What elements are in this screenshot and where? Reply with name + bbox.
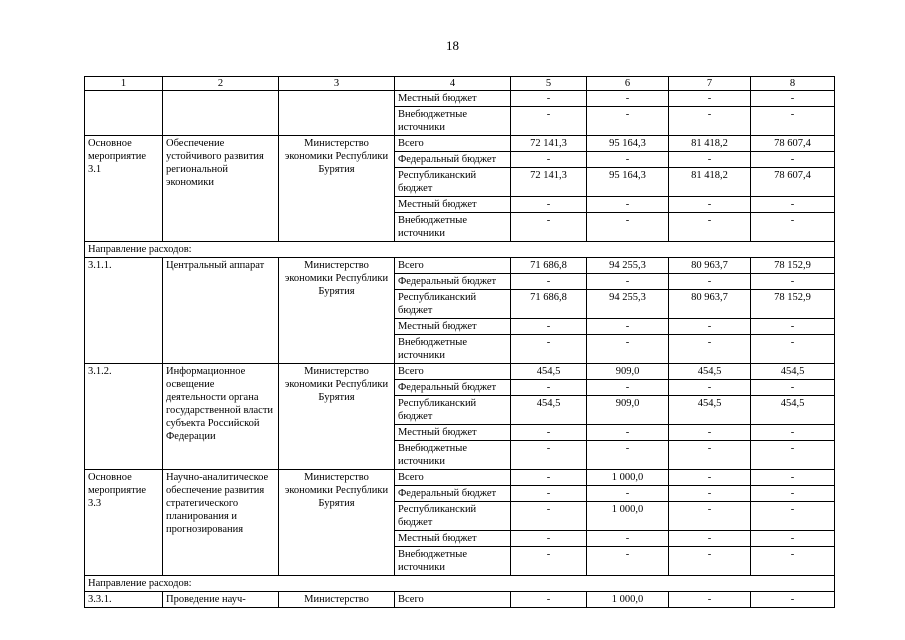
funding-source: Внебюджетные источники: [395, 213, 511, 242]
amount-cell: 78 607,4: [751, 136, 835, 152]
amount-cell: -: [669, 380, 751, 396]
amount-cell: 94 255,3: [587, 290, 669, 319]
amount-cell: -: [669, 425, 751, 441]
measure-title: Центральный аппарат: [163, 258, 279, 364]
amount-cell: 1 000,0: [587, 470, 669, 486]
funding-source: Местный бюджет: [395, 531, 511, 547]
amount-cell: 909,0: [587, 364, 669, 380]
amount-cell: 78 152,9: [751, 290, 835, 319]
responsible-executor: [279, 91, 395, 136]
amount-cell: 454,5: [751, 364, 835, 380]
table-row: [85, 136, 835, 152]
amount-cell: 1 000,0: [587, 592, 669, 608]
table-row: [85, 470, 835, 486]
amount-cell: -: [751, 319, 835, 335]
amount-cell: 95 164,3: [587, 136, 669, 152]
measure-title: Проведение науч-: [163, 592, 279, 608]
amount-cell: -: [751, 592, 835, 608]
table-row: [85, 592, 835, 608]
amount-cell: -: [587, 213, 669, 242]
header-cell: 7: [669, 77, 751, 91]
amount-cell: 72 141,3: [511, 168, 587, 197]
amount-cell: -: [587, 425, 669, 441]
budget-table: [84, 76, 835, 608]
funding-source: Республиканский бюджет: [395, 396, 511, 425]
funding-source: Федеральный бюджет: [395, 152, 511, 168]
header-row: [85, 77, 835, 91]
header-cell: 4: [395, 77, 511, 91]
measure-code: Основное мероприятие 3.3: [85, 470, 163, 576]
amount-cell: 78 152,9: [751, 258, 835, 274]
header-cell: 8: [751, 77, 835, 91]
amount-cell: -: [587, 319, 669, 335]
amount-cell: 72 141,3: [511, 136, 587, 152]
funding-source: Республиканский бюджет: [395, 290, 511, 319]
amount-cell: -: [511, 547, 587, 576]
amount-cell: -: [511, 319, 587, 335]
amount-cell: -: [751, 274, 835, 290]
amount-cell: 78 607,4: [751, 168, 835, 197]
amount-cell: -: [511, 502, 587, 531]
funding-source: Внебюджетные источники: [395, 547, 511, 576]
amount-cell: -: [587, 91, 669, 107]
amount-cell: -: [751, 152, 835, 168]
amount-cell: -: [751, 531, 835, 547]
measure-code: 3.1.1.: [85, 258, 163, 364]
measure-code: 3.1.2.: [85, 364, 163, 470]
amount-cell: 94 255,3: [587, 258, 669, 274]
amount-cell: -: [751, 425, 835, 441]
funding-source: Местный бюджет: [395, 319, 511, 335]
responsible-executor: Министерство экономики Республики Бурятия: [279, 470, 395, 576]
amount-cell: -: [587, 380, 669, 396]
amount-cell: 71 686,8: [511, 290, 587, 319]
amount-cell: 80 963,7: [669, 290, 751, 319]
direction-row: [85, 576, 835, 592]
amount-cell: 454,5: [751, 396, 835, 425]
amount-cell: -: [511, 152, 587, 168]
responsible-executor: Министерство экономики Республики Бурятия: [279, 136, 395, 242]
funding-source: Местный бюджет: [395, 91, 511, 107]
funding-source: Федеральный бюджет: [395, 380, 511, 396]
funding-source: Всего: [395, 136, 511, 152]
amount-cell: -: [511, 107, 587, 136]
page-number: 18: [446, 38, 459, 53]
measure-code: 3.3.1.: [85, 592, 163, 608]
amount-cell: -: [669, 592, 751, 608]
responsible-executor: Министерство: [279, 592, 395, 608]
amount-cell: -: [587, 486, 669, 502]
funding-source: Всего: [395, 592, 511, 608]
direction-label: Направление расходов:: [85, 242, 835, 258]
amount-cell: -: [587, 441, 669, 470]
amount-cell: -: [587, 274, 669, 290]
header-cell: 2: [163, 77, 279, 91]
amount-cell: 454,5: [669, 396, 751, 425]
header-cell: 6: [587, 77, 669, 91]
funding-source: Внебюджетные источники: [395, 107, 511, 136]
amount-cell: -: [669, 91, 751, 107]
amount-cell: 909,0: [587, 396, 669, 425]
amount-cell: 71 686,8: [511, 258, 587, 274]
funding-source: Внебюджетные источники: [395, 441, 511, 470]
amount-cell: 81 418,2: [669, 168, 751, 197]
amount-cell: 95 164,3: [587, 168, 669, 197]
funding-source: Местный бюджет: [395, 425, 511, 441]
funding-source: Республиканский бюджет: [395, 502, 511, 531]
amount-cell: -: [751, 547, 835, 576]
amount-cell: -: [669, 547, 751, 576]
amount-cell: -: [511, 425, 587, 441]
header-cell: 5: [511, 77, 587, 91]
funding-source: Федеральный бюджет: [395, 274, 511, 290]
amount-cell: -: [751, 91, 835, 107]
amount-cell: -: [669, 274, 751, 290]
amount-cell: -: [511, 470, 587, 486]
table-row: [85, 364, 835, 380]
amount-cell: -: [751, 197, 835, 213]
amount-cell: -: [751, 486, 835, 502]
header-cell: 1: [85, 77, 163, 91]
amount-cell: -: [511, 380, 587, 396]
amount-cell: -: [587, 547, 669, 576]
amount-cell: -: [669, 531, 751, 547]
funding-source: Всего: [395, 364, 511, 380]
amount-cell: -: [669, 197, 751, 213]
amount-cell: -: [669, 502, 751, 531]
amount-cell: -: [751, 213, 835, 242]
table-row: [85, 258, 835, 274]
table-row: [85, 91, 835, 107]
funding-source: Всего: [395, 470, 511, 486]
header-cell: 3: [279, 77, 395, 91]
amount-cell: -: [587, 197, 669, 213]
responsible-executor: Министерство экономики Республики Бурятия: [279, 258, 395, 364]
amount-cell: -: [751, 107, 835, 136]
amount-cell: 454,5: [511, 396, 587, 425]
funding-source: Федеральный бюджет: [395, 486, 511, 502]
measure-code: Основное мероприятие 3.1: [85, 136, 163, 242]
measure-code: [85, 91, 163, 136]
amount-cell: -: [751, 502, 835, 531]
amount-cell: -: [669, 441, 751, 470]
amount-cell: -: [511, 197, 587, 213]
funding-source: Всего: [395, 258, 511, 274]
amount-cell: -: [669, 319, 751, 335]
amount-cell: 80 963,7: [669, 258, 751, 274]
funding-source: Местный бюджет: [395, 197, 511, 213]
measure-title: Информационное освещение деятельности органа государственной власти субъекта Российской Федерации: [163, 364, 279, 470]
amount-cell: 81 418,2: [669, 136, 751, 152]
amount-cell: -: [751, 470, 835, 486]
amount-cell: -: [511, 441, 587, 470]
amount-cell: -: [751, 441, 835, 470]
amount-cell: -: [587, 152, 669, 168]
measure-title: [163, 91, 279, 136]
amount-cell: -: [511, 274, 587, 290]
amount-cell: -: [669, 107, 751, 136]
measure-title: Научно-аналитическое обеспечение развития стратегического планирования и прогнозирования: [163, 470, 279, 576]
amount-cell: 454,5: [511, 364, 587, 380]
amount-cell: -: [587, 107, 669, 136]
amount-cell: -: [751, 380, 835, 396]
direction-row: [85, 242, 835, 258]
amount-cell: -: [669, 335, 751, 364]
amount-cell: -: [511, 531, 587, 547]
amount-cell: -: [587, 531, 669, 547]
amount-cell: -: [511, 213, 587, 242]
funding-source: Внебюджетные источники: [395, 335, 511, 364]
amount-cell: -: [669, 486, 751, 502]
amount-cell: -: [587, 335, 669, 364]
amount-cell: -: [669, 470, 751, 486]
amount-cell: -: [669, 213, 751, 242]
measure-title: Обеспечение устойчивого развития региональной экономики: [163, 136, 279, 242]
responsible-executor: Министерство экономики Республики Бурятия: [279, 364, 395, 470]
amount-cell: 454,5: [669, 364, 751, 380]
amount-cell: -: [751, 335, 835, 364]
direction-label: Направление расходов:: [85, 576, 835, 592]
amount-cell: -: [511, 335, 587, 364]
amount-cell: -: [511, 592, 587, 608]
amount-cell: -: [511, 486, 587, 502]
funding-source: Республиканский бюджет: [395, 168, 511, 197]
amount-cell: -: [669, 152, 751, 168]
amount-cell: -: [511, 91, 587, 107]
amount-cell: 1 000,0: [587, 502, 669, 531]
